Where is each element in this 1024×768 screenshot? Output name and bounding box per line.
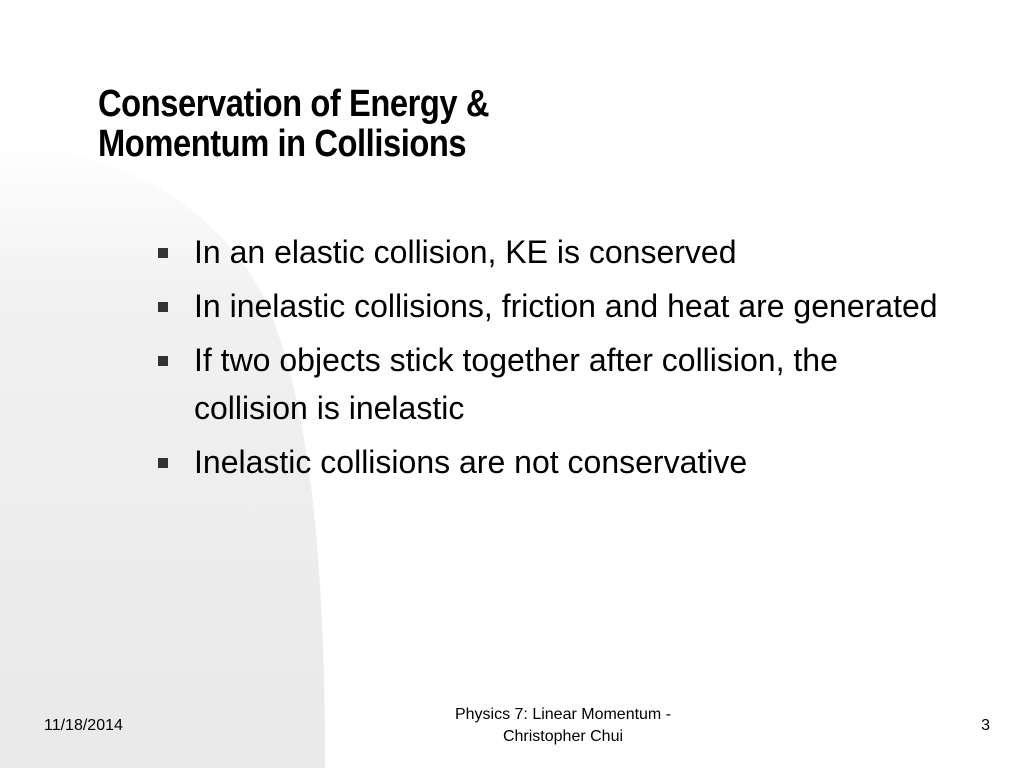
footer-title-line-2: Christopher Chui [502,728,624,745]
slide-title-line-2: Momentum in Collisions [98,123,467,165]
bullet-item [158,228,958,276]
footer-title [400,704,726,748]
square-bullet-icon [158,248,168,258]
slide-title-line-1: Conservation of Energy & [98,83,489,125]
bullet-text: Inelastic collisions are not conservative [194,444,748,480]
bullet-text: In an elastic collision, KE is conserved [194,234,737,270]
slide-title [98,84,489,164]
bullet-item [158,336,958,432]
bullet-text: If two objects stick together after collision, the collision is inelastic [194,342,838,426]
bullet-item [158,438,958,486]
square-bullet-icon [158,302,168,312]
footer-title-line-1: Physics 7: Linear Momentum - [454,706,672,723]
footer-date: 11/18/2014 [44,717,123,734]
bullet-text: In inelastic collisions, friction and heat are generated [194,288,938,324]
bullet-list [158,228,958,492]
square-bullet-icon [158,458,168,468]
bullet-item [158,282,958,330]
slide-page-number: 3 [981,717,990,734]
square-bullet-icon [158,356,168,366]
